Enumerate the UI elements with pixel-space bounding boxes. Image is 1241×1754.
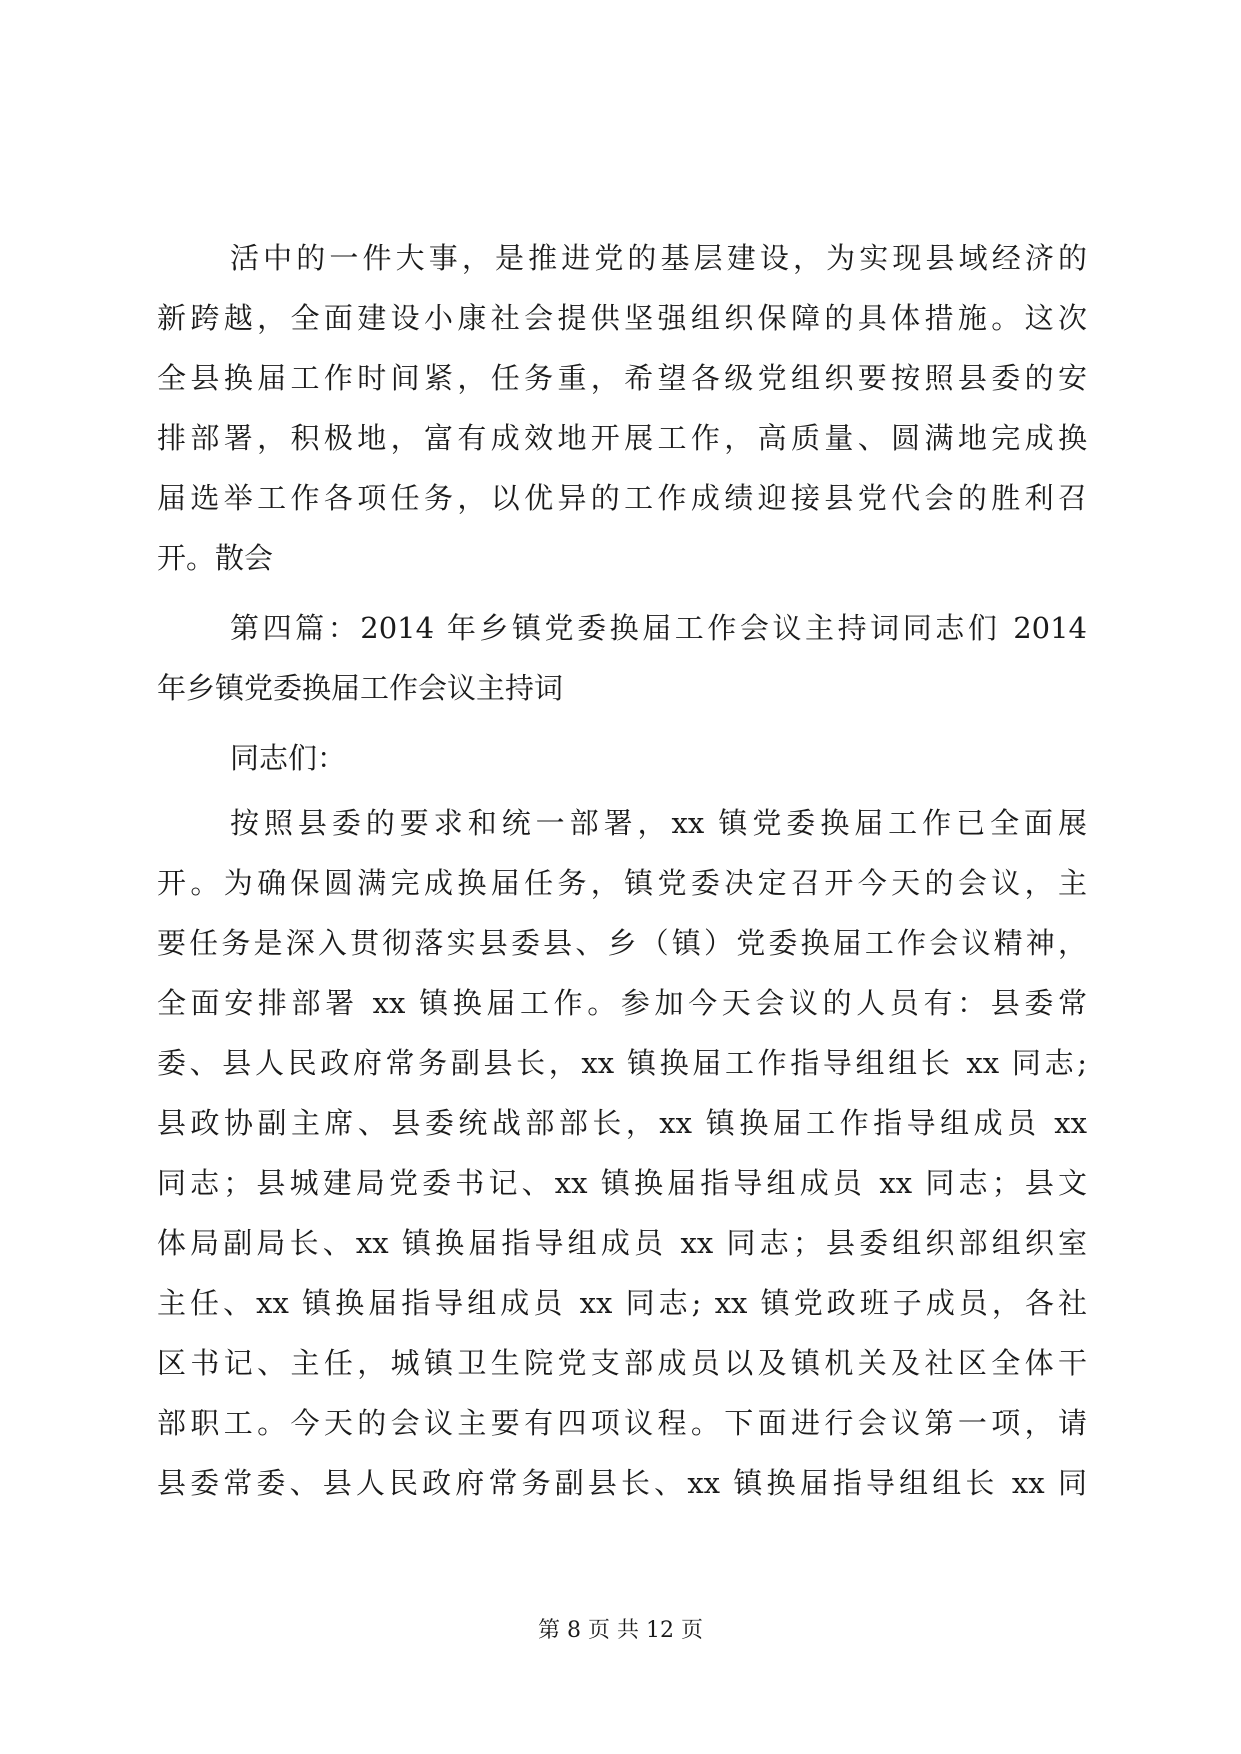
text-line: 全县换届工作时间紧，任务重，希望各级党组织要按照县委的安: [157, 361, 1087, 395]
text-line: 届选举工作各项任务，以优异的工作成绩迎接县党代会的胜利召: [157, 481, 1087, 515]
section-heading-line: 年乡镇党委换届工作会议主持词: [157, 671, 564, 705]
text-line: 开。为确保圆满完成换届任务，镇党委决定召开今天的会议，主: [157, 866, 1087, 900]
text-line: 新跨越，全面建设小康社会提供坚强组织保障的具体措施。这次: [157, 301, 1087, 335]
text-line: 县委常委、县人民政府常务副县长、xx 镇换届指导组组长 xx 同: [157, 1466, 1087, 1500]
text-line: 同志；县城建局党委书记、xx 镇换届指导组成员 xx 同志；县文: [157, 1166, 1087, 1200]
text-line: 开。散会: [157, 541, 274, 575]
text-line: 要任务是深入贯彻落实县委县、乡（镇）党委换届工作会议精神，: [157, 926, 1087, 960]
text-line: 排部署，积极地，富有成效地开展工作，高质量、圆满地完成换: [157, 421, 1087, 455]
section-heading-line: 第四篇：2014 年乡镇党委换届工作会议主持词同志们 2014: [230, 611, 1087, 645]
text-line: 区书记、主任，城镇卫生院党支部成员以及镇机关及社区全体干: [157, 1346, 1087, 1380]
page-footer: 第 8 页 共 12 页: [538, 1618, 703, 1643]
text-line: 县政协副主席、县委统战部部长，xx 镇换届工作指导组成员 xx: [157, 1106, 1087, 1140]
text-line: 主任、xx 镇换届指导组成员 xx 同志; xx 镇党政班子成员，各社: [157, 1286, 1087, 1320]
salutation: 同志们：: [230, 741, 347, 775]
text-line: 活中的一件大事，是推进党的基层建设，为实现县域经济的: [230, 241, 1087, 275]
text-line: 部职工。今天的会议主要有四项议程。下面进行会议第一项，请: [157, 1406, 1087, 1440]
text-line: 全面安排部署 xx 镇换届工作。参加今天会议的人员有：县委常: [157, 986, 1087, 1020]
text-line: 体局副局长、xx 镇换届指导组成员 xx 同志；县委组织部组织室: [157, 1226, 1087, 1260]
text-line: 按照县委的要求和统一部署，xx 镇党委换届工作已全面展: [230, 806, 1087, 840]
text-line: 委、县人民政府常务副县长，xx 镇换届工作指导组组长 xx 同志;: [157, 1046, 1087, 1080]
